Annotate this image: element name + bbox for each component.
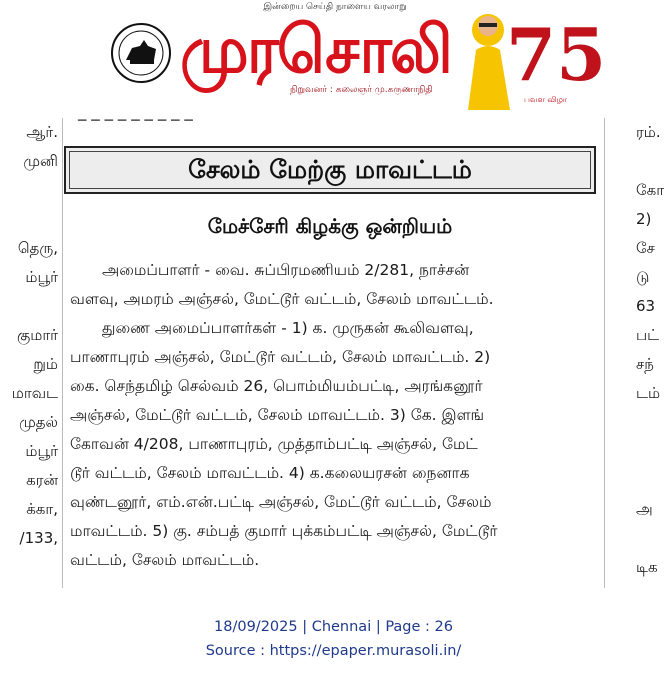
- right-column-line: [636, 408, 667, 437]
- page-footer: [0, 615, 667, 663]
- column-divider-right: [604, 118, 605, 588]
- right-column-line: அ: [636, 500, 653, 518]
- left-column-line: றும்: [33, 355, 58, 373]
- left-column-line: [0, 292, 58, 321]
- party-emblem-icon: [110, 22, 172, 84]
- right-column-fragment: [636, 118, 667, 582]
- left-column-line: முனி: [23, 152, 58, 170]
- right-column-line: 63: [636, 297, 656, 315]
- anniversary-badge: [462, 2, 607, 112]
- left-column-line: குமார்: [17, 326, 58, 344]
- left-column-line: ஆர்.: [26, 123, 58, 141]
- left-column-line: மாவட: [11, 384, 58, 402]
- right-column-line: [636, 466, 667, 495]
- right-column-line: கோ: [636, 181, 665, 199]
- right-column-line: டிக: [636, 558, 658, 576]
- masthead: [0, 0, 667, 118]
- section-heading: சேலம் மேற்கு மாவட்டம்: [188, 155, 472, 184]
- footer-date-line: 18/09/2025 | Chennai | Page : 26: [214, 619, 453, 635]
- right-column-line: சந்: [636, 355, 654, 373]
- left-column-line: ம்பூர்: [25, 442, 58, 460]
- previous-article-tail: ─ ─ ─ ─ ─ ─ ─ ─ ─: [78, 113, 193, 129]
- article-line: டூர் வட்டம், சேலம் மாவட்டம். 4) க.கலையரசன் நைனாக: [70, 464, 470, 482]
- left-column-line: ம்பூர்: [25, 268, 58, 286]
- sub-heading: மேச்சேரி கிழக்கு ஒன்றியம்: [207, 214, 453, 238]
- left-column-line: கரன்: [26, 471, 58, 489]
- right-column-line: டு: [636, 268, 650, 286]
- right-column-line: [636, 147, 667, 176]
- newspaper-logo: முரசொலி: [180, 11, 451, 88]
- left-column-line: க்கா,: [26, 500, 58, 518]
- article-line: வட்டம், சேலம் மாவட்டம்.: [70, 551, 260, 569]
- article-line: பாணாபுரம் அஞ்சல், மேட்டூர் வட்டம், சேலம் மாவட்டம். 2): [70, 348, 491, 366]
- right-column-line: சே: [636, 239, 655, 257]
- left-column-line: முதல்: [19, 413, 58, 431]
- right-column-line: பட்: [636, 326, 660, 344]
- article-line: துணை அமைப்பாளர்கள் - 1) க. முருகன் கூலிவளவு,: [102, 319, 474, 337]
- left-column-line: [0, 205, 58, 234]
- left-column-line: தெரு,: [17, 239, 58, 257]
- right-column-line: [636, 524, 667, 553]
- column-divider-left: [62, 118, 63, 588]
- right-column-line: டம்: [636, 384, 661, 402]
- article-line: வளவு, அமரம் அஞ்சல், மேட்டூர் வட்டம், சேலம் மாவட்டம்.: [70, 290, 494, 308]
- right-column-line: ரம்.: [636, 123, 661, 141]
- right-column-line: [636, 437, 667, 466]
- article-line: மாவட்டம். 5) கு. சம்பத் குமார் புக்கம்பட்டி அஞ்சல், மேட்டூர்: [70, 522, 498, 540]
- left-column-line: [0, 176, 58, 205]
- right-column-line: 2): [636, 210, 652, 228]
- article-line: வுண்டனூர், எம்.என்.பட்டி அஞ்சல், மேட்டூர் வட்டம், சேலம்: [70, 493, 492, 511]
- left-column-fragment: [0, 118, 58, 553]
- article-line: அஞ்சல், மேட்டூர் வட்டம், சேலம் மாவட்டம். 3) கே. இளங்: [70, 406, 485, 424]
- anniversary-number: 75: [506, 12, 607, 97]
- anniversary-label: பவள விழா: [524, 95, 568, 104]
- section-heading-box: [64, 146, 596, 194]
- footer-source-link[interactable]: Source : https://epaper.murasoli.in/: [205, 643, 462, 659]
- article-line: கோவன் 4/208, பாணாபுரம், முத்தாம்பட்டி அஞ்சல், மேட்: [70, 435, 478, 453]
- article-line: அமைப்பாளர் - வை. சுப்பிரமணியம் 2/281, நாச்சன்: [102, 261, 470, 279]
- left-column-line: /133,: [19, 529, 58, 547]
- article-line: கை. செந்தமிழ் செல்வம் 26, பொம்மியம்பட்டி, அரங்கனூர்: [70, 377, 483, 395]
- article-body: [70, 256, 594, 575]
- founder-line: நிறுவனர் : கலைஞர் மு.கருணாநிதி: [290, 85, 433, 95]
- masthead-tagline: இன்றைய செய்தி நாளைய வரலாறு: [263, 2, 407, 12]
